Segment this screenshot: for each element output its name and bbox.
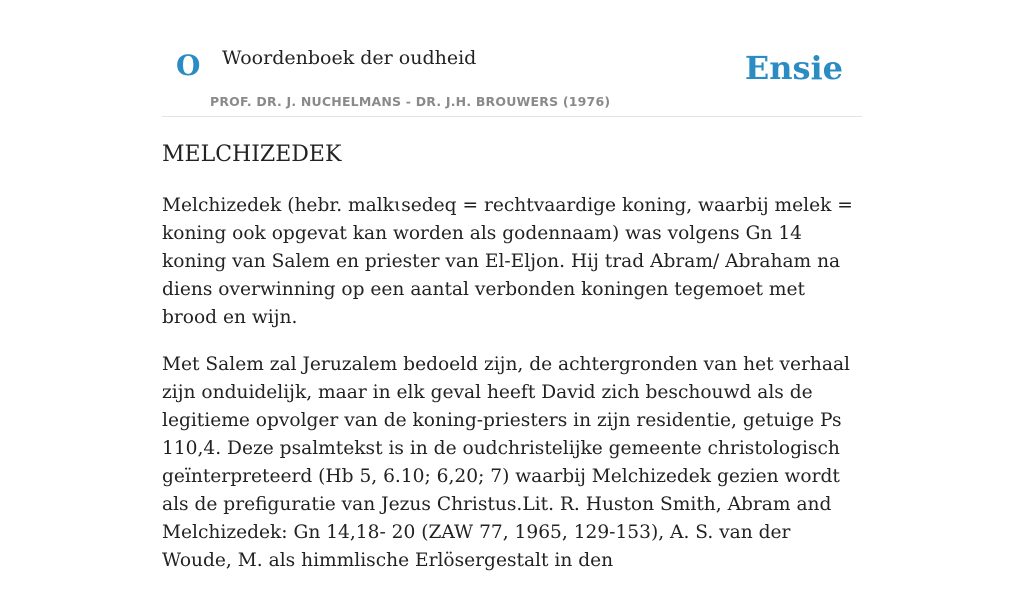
dictionary-letter[interactable]: O	[176, 49, 201, 82]
book-authors: PROF. DR. J. NUCHELMANS - DR. J.H. BROUWERS (1976)	[210, 94, 611, 109]
entry-body	[162, 192, 862, 594]
book-title[interactable]: Woordenboek der oudheid	[222, 47, 477, 69]
page-header	[162, 0, 862, 117]
entry-title: MELCHIZEDEK	[162, 142, 342, 167]
ensie-logo[interactable]: Ensie	[744, 49, 843, 87]
entry-paragraph: Met Salem zal Jeruzalem bedoeld zijn, de achtergronden van het verhaal zijn onduidelijk, maar in elk geval heeft David zich beschouwd als de legitieme opvolger van de koning-priesters in zijn residentie, getuige Ps 110,4. Deze psalmtekst is in de oudchristelijke gemeente christologisch geïnterpreteerd (Hb 5, 6.10; 6,20; 7) waarbij Melchizedek gezien wordt als de prefiguratie van Jezus Christus.Lit. R. Huston Smith, Abram and Melchizedek: Gn 14,18- 20 (ZAW 77, 1965, 129-153), A. S. van der Woude, M. als himmlische Erlösergestalt in den	[162, 354, 850, 571]
entry-paragraph: Melchizedek (hebr. malkɩsedeq = rechtvaardige koning, waarbij melek = koning ook opgevat kan worden als godennaam) was volgens Gn 14 koning van Salem en priester van El-Eljon. Hij trad Abram/ Abraham na diens overwinning op een aantal verbonden koningen tegemoet met brood en wijn.	[162, 195, 853, 328]
